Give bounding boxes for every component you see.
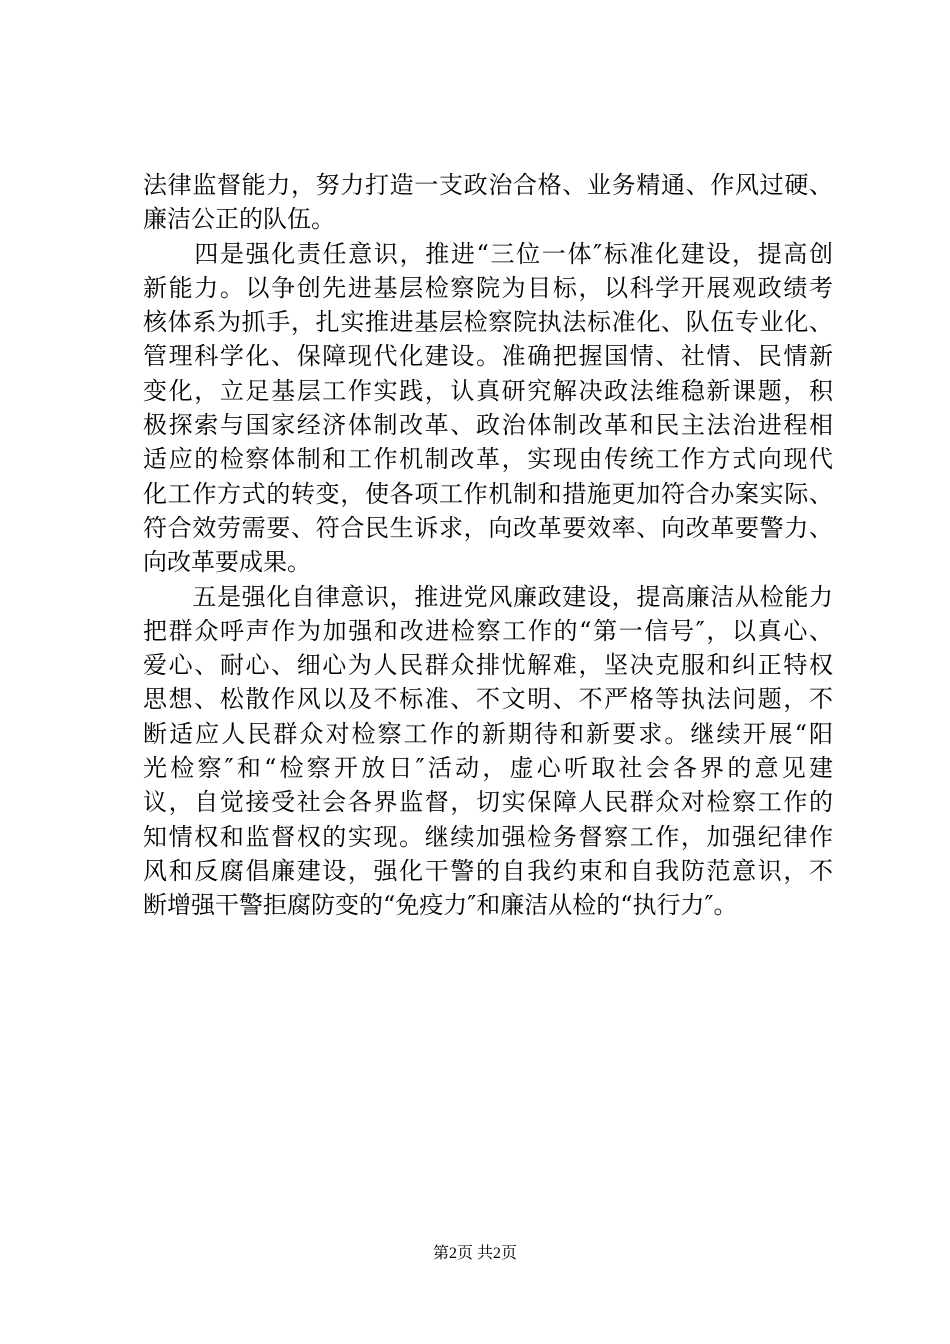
text-line: 符合效劳需要、符合民生诉求，向改革要效率、向改革要警力、 <box>143 513 833 542</box>
text-line: 知情权和监督权的实现。继续加强检务督察工作，加强纪律作 <box>143 822 833 851</box>
text-line: 新能力。以争创先进基层检察院为目标，以科学开展观政绩考 <box>143 273 833 302</box>
text-line: 极探索与国家经济体制改革、政治体制改革和民主法治进程相 <box>143 411 833 440</box>
text-line: 把群众呼声作为加强和改进检察工作的“第一信号″，以真心、 <box>143 616 833 645</box>
text-line: 变化，立足基层工作实践，认真研究解决政法维稳新课题，积 <box>143 376 833 405</box>
text-line: 断增强干警拒腐防变的“免疫力″和廉洁从检的“执行力″。 <box>143 891 738 920</box>
text-line: 化工作方式的转变，使各项工作机制和措施更加符合办案实际、 <box>143 479 833 508</box>
text-line: 四是强化责任意识，推进“三位一体″标准化建设，提高创 <box>143 239 833 268</box>
text-line: 风和反腐倡廉建设，强化干警的自我约束和自我防范意识，不 <box>143 856 833 885</box>
text-line: 向改革要成果。 <box>143 548 311 577</box>
text-line: 法律监督能力，努力打造一支政治合格、业务精通、作风过硬、 <box>143 171 833 199</box>
page-number-label: 第2页 共2页 <box>432 1245 517 1262</box>
text-line: 断适应人民群众对检察工作的新期待和新要求。继续开展“阳 <box>143 719 833 748</box>
document-body <box>143 168 833 923</box>
text-line: 光检察″和“检察开放日″活动，虚心听取社会各界的意见建 <box>143 754 833 783</box>
page-footer <box>0 1244 950 1264</box>
text-line: 议，自觉接受社会各界监督，切实保障人民群众对检察工作的 <box>143 788 833 817</box>
text-line: 思想、松散作风以及不标准、不文明、不严格等执法问题，不 <box>143 685 833 714</box>
text-line: 适应的检察体制和工作机制改革，实现由传统工作方式向现代 <box>143 445 833 474</box>
text-line: 管理科学化、保障现代化建设。准确把握国情、社情、民情新 <box>143 342 833 371</box>
text-line: 廉洁公正的队伍。 <box>143 205 335 234</box>
text-line: 爱心、耐心、细心为人民群众排忧解难，坚决克服和纠正特权 <box>143 651 833 680</box>
text-line: 五是强化自律意识，推进党风廉政建设，提高廉洁从检能力 <box>143 582 833 611</box>
text-line: 核体系为抓手，扎实推进基层检察院执法标准化、队伍专业化、 <box>143 308 833 337</box>
